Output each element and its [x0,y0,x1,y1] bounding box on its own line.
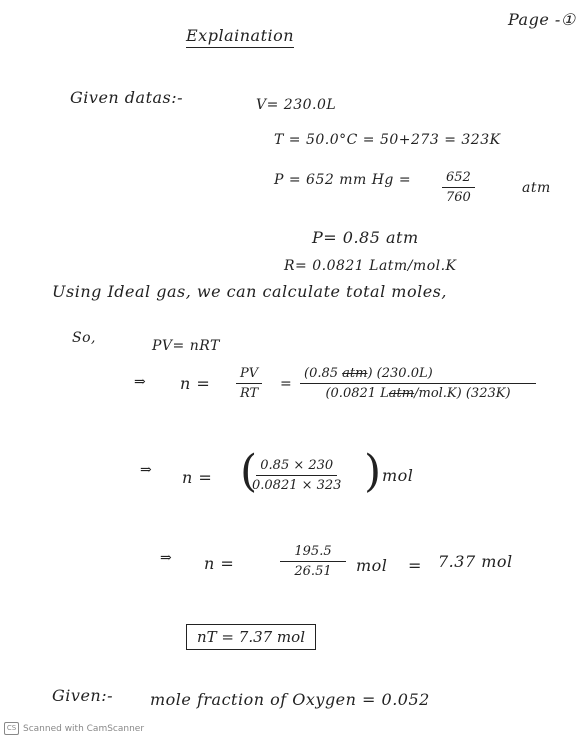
ideal-gas-equation: PV= nRT [152,338,220,354]
step2-right-paren: ) [364,446,382,497]
step3-equals: = [408,556,422,575]
step2-lhs: n = [182,468,213,487]
step1-rt: RT [239,386,259,401]
scanner-watermark [4,722,144,735]
step1-pv-rt-fraction [236,366,262,401]
volume-line: V= 230.0L [256,97,337,113]
step1-substitution-numerator: (0.85 atm) (230.0L) [300,366,536,384]
so-label: So, [72,330,96,346]
step2-fraction [252,458,341,493]
step2-unit: mol [382,466,414,485]
given-label: Given datas:- [70,88,184,107]
step2-left-paren: ( [240,446,258,497]
pressure-unit: atm [522,180,551,196]
step2-denominator: 0.0821 × 323 [252,478,342,493]
step1-pv: PV [236,366,262,384]
mole-fraction-line: mole fraction of Oxygen = 0.052 [150,690,430,709]
step3-arrow: ⇒ [160,550,173,566]
pressure-fraction [442,170,475,205]
pressure-fraction-numerator: 652 [442,170,475,188]
gas-constant: R= 0.0821 Latm/mol.K [284,258,457,274]
given2-label: Given:- [52,686,114,705]
watermark-text: Scanned with CamScanner [23,723,145,734]
step2-arrow: ⇒ [140,462,153,478]
pressure-line: P = 652 mm Hg = [274,172,412,188]
step3-lhs: n = [204,554,235,573]
step3-unit: mol [356,556,388,575]
step1-substitution-denominator: (0.0821 Latm/mol.K) (323K) [325,386,511,401]
step2-numerator: 0.85 × 230 [256,458,337,476]
step3-numerator: 195.5 [280,544,346,562]
method-text: Using Ideal gas, we can calculate total moles, [52,282,447,301]
pressure-fraction-denominator: 760 [446,190,471,205]
pressure-result: P= 0.85 atm [312,228,419,247]
step3-result: 7.37 mol [438,552,513,571]
step3-fraction [280,544,346,579]
page-number: Page -① [508,10,576,29]
step3-denominator: 26.51 [294,564,332,579]
answer-box: nT = 7.37 mol [186,624,316,650]
camscanner-logo-icon: CS [4,722,19,735]
step1-arrow: ⇒ [134,374,147,390]
step1-equals: = [280,376,293,392]
step1-substitution-fraction [300,366,536,401]
temperature-line: T = 50.0°C = 50+273 = 323K [274,132,501,148]
step1-lhs: n = [180,374,211,393]
page-title: Explaination [186,26,294,48]
